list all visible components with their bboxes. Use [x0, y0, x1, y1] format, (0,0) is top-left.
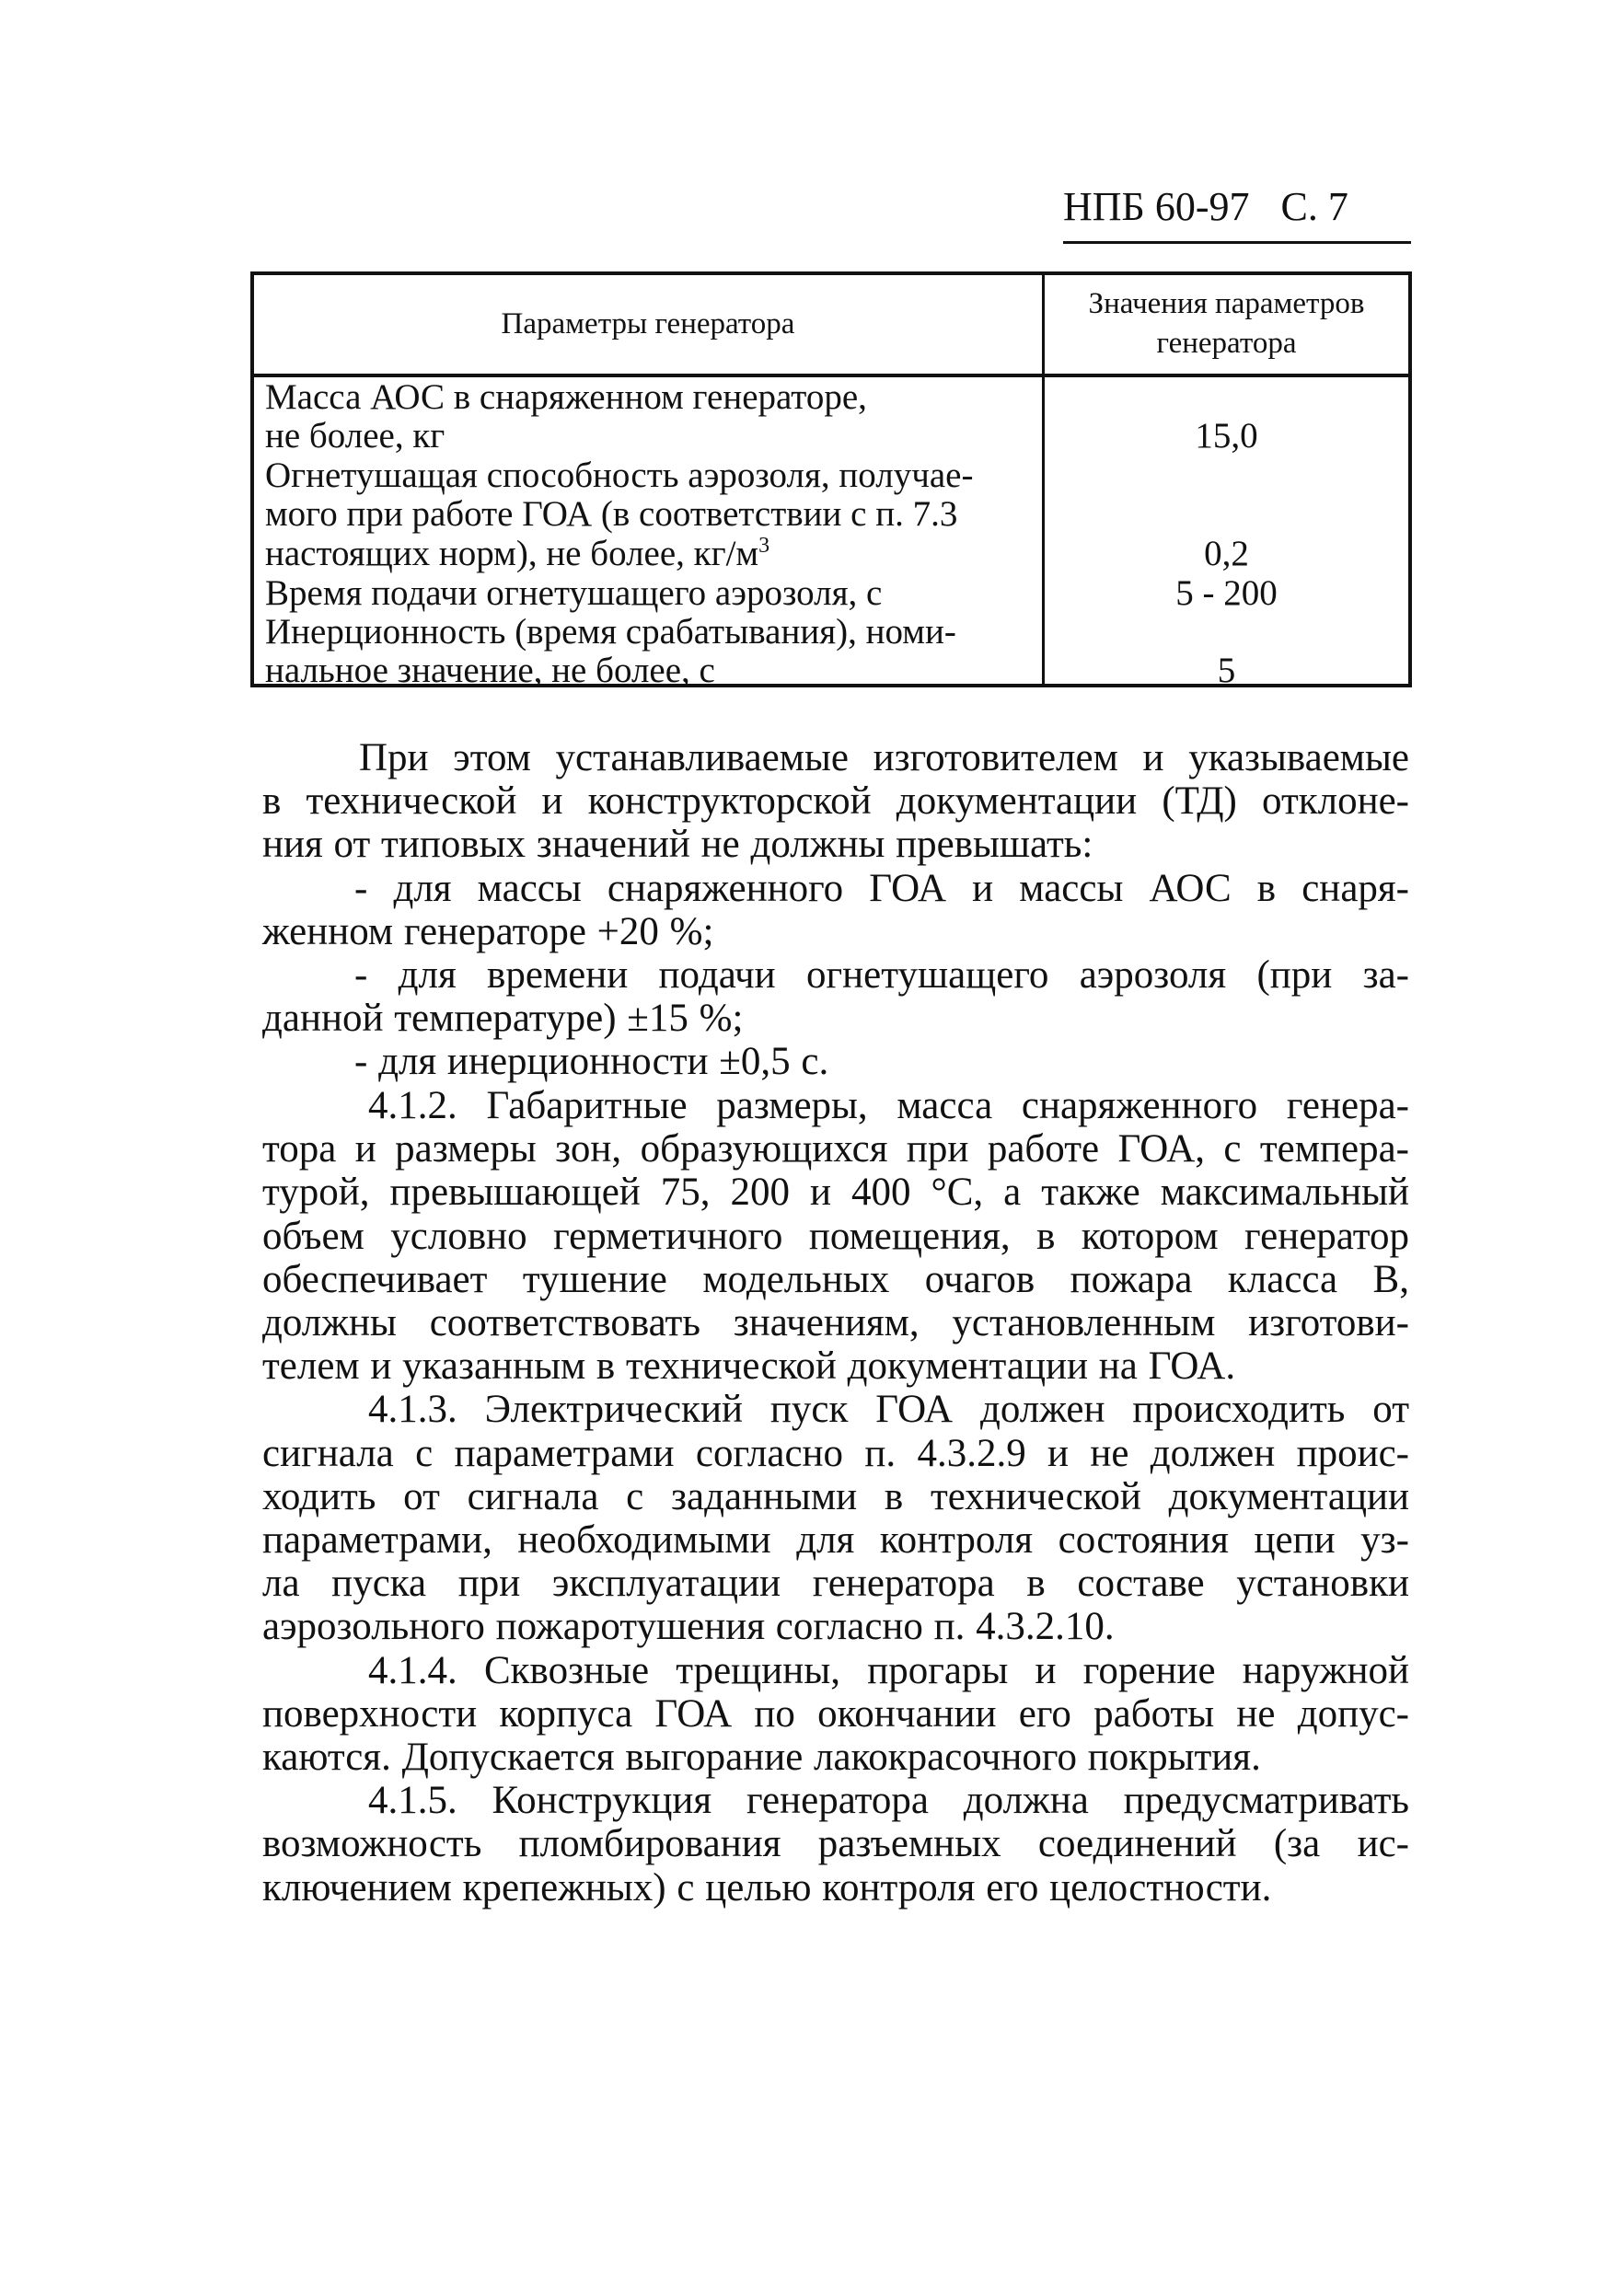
unit-superscript: 3: [758, 534, 770, 558]
text-line: ключением крепежных) с целью контроля его целостности.: [262, 1866, 1272, 1909]
text-line: каются. Допускается выгорание лакокрасочного покрытия.: [262, 1736, 1261, 1779]
text-line: женном генераторе +20 %;: [262, 910, 714, 953]
text-line: - для массы снаряженного ГОА и массы АОС в снаря-: [354, 867, 1409, 910]
text-line: При этом устанавливаемые изготовителем и указываемые: [359, 736, 1409, 779]
text-line: 4.1.2. Габаритные размеры, масса снаряженного генера-: [368, 1084, 1409, 1127]
text-line: ния от типовых значений не должны превышать:: [262, 823, 1093, 866]
table-param-line: Инерционность (время срабатывания), номи-: [265, 612, 956, 652]
table-value-extinguishing-capacity: 0,2: [1204, 534, 1249, 573]
text-line: в технической и конструкторской документации (ТД) отклоне-: [262, 779, 1409, 823]
page-header: [1063, 182, 1408, 232]
text-line: ходить от сигнала с заданными в технической документации: [262, 1475, 1409, 1518]
table-param-text: настоящих норм), не более, кг/м: [265, 534, 759, 573]
document-code: НПБ 60-97: [1063, 184, 1250, 229]
text-line: параметрами, необходимыми для контроля состояния цепи уз-: [262, 1518, 1409, 1562]
text-line: тора и размеры зон, образующихся при работе ГОА, с темпера-: [262, 1127, 1409, 1171]
table-param-line: Время подачи огнетушащего аэрозоля, с: [265, 573, 883, 613]
text-line: 4.1.4. Сквозные трещины, прогары и горение наружной: [368, 1649, 1409, 1692]
text-line: поверхности корпуса ГОА по окончании его работы не допус-: [262, 1692, 1409, 1736]
table-param-line: Масса АОС в снаряженном генераторе,: [265, 377, 867, 417]
page-number: С. 7: [1280, 184, 1348, 229]
table-header-parameters-label: Параметры генератора: [501, 307, 795, 340]
table-header-values-line-2: генератора: [1156, 327, 1297, 360]
table-header-values: [1045, 284, 1408, 363]
table-param-line: Огнетушащая способность аэрозоля, получае-: [265, 456, 974, 495]
table-value-inertia: 5: [1217, 651, 1236, 690]
table-param-line: не более, кг: [265, 416, 445, 456]
table-header-parameters: [254, 275, 1042, 374]
table-header-values-line-1: Значения параметров: [1088, 287, 1365, 320]
table-param-line: нальное значение, не более, с: [265, 651, 715, 690]
table-param-line: мого при работе ГОА (в соответствии с п. 7.3: [265, 494, 958, 534]
text-line: возможность пломбирования разъемных соединений (за ис-: [262, 1822, 1409, 1865]
text-line: - для времени подачи огнетушащего аэрозоля (при за-: [354, 953, 1409, 997]
text-line: данной температуре) ±15 %;: [262, 997, 744, 1040]
text-line: турой, превышающей 75, 200 и 400 °С, а также максимальный: [262, 1171, 1409, 1214]
text-line: 4.1.5. Конструкция генератора должна предусматривать: [368, 1779, 1409, 1822]
text-line: обеспечивает тушение модельных очагов пожара класса В,: [262, 1258, 1409, 1301]
parameters-table: [250, 271, 1412, 690]
text-line: ла пуска при эксплуатации генератора в составе установки: [262, 1562, 1409, 1605]
text-line: аэрозольного пожаротушения согласно п. 4.3.2.10.: [262, 1605, 1115, 1648]
table-value-supply-time: 5 - 200: [1175, 573, 1278, 613]
header-rule: [1063, 241, 1411, 244]
text-line: 4.1.3. Электрический пуск ГОА должен происходить от: [368, 1388, 1409, 1431]
text-line: сигнала с параметрами согласно п. 4.3.2.9 и не должен проис-: [262, 1432, 1409, 1475]
table-value-mass: 15,0: [1195, 416, 1258, 456]
table-param-line: [265, 535, 1038, 573]
text-line: объем условно герметичного помещения, в котором генератор: [262, 1215, 1409, 1258]
text-line: телем и указанным в технической документации на ГОА.: [262, 1344, 1236, 1388]
text-line: должны соответствовать значениям, установленным изготови-: [262, 1301, 1409, 1344]
text-line: - для инерционности ±0,5 с.: [354, 1040, 829, 1083]
